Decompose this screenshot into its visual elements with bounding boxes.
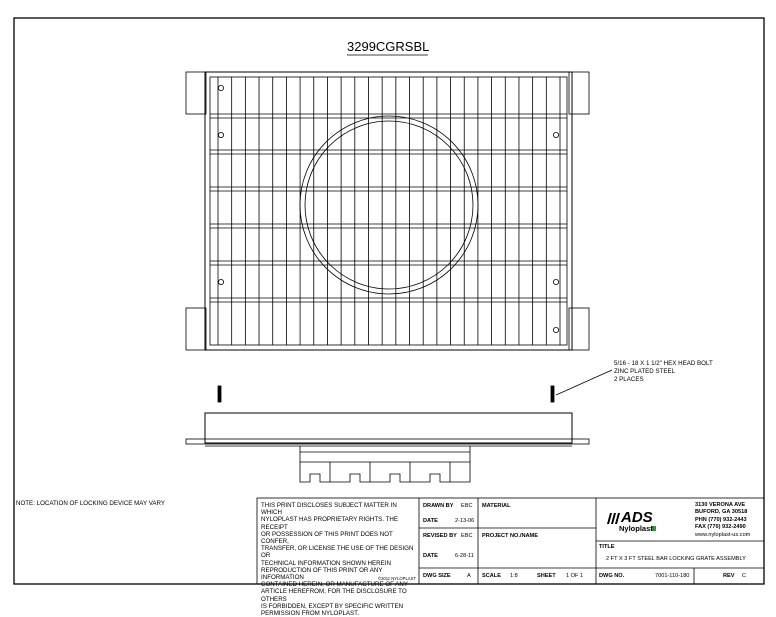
bolt-hole	[553, 327, 558, 332]
project-label: PROJECT NO./NAME	[482, 533, 538, 539]
outlet-circle-outer	[300, 116, 478, 294]
disclaimer-line: CONTAINED HEREIN, OR MANUFACTURE OF ANY	[261, 581, 409, 589]
grate-body	[205, 413, 572, 443]
bolt-hole	[553, 279, 558, 284]
sheet-value: 1 OF 1	[566, 573, 584, 579]
drawing-description: 2 FT X 3 FT STEEL BAR LOCKING GRATE ASSEMBLY	[606, 556, 746, 562]
bolt-hole	[218, 279, 223, 284]
website: www.nyloplast-us.com	[695, 531, 751, 538]
disclaimer-line: OR POSSESSION OF THIS PRINT DOES NOT CONFER,	[261, 530, 393, 546]
date-label: DATE	[423, 518, 438, 524]
disclaimer-line: IS FORBIDDEN, EXCEPT BY SPECIFIC WRITTEN	[261, 602, 404, 610]
dwg-size-value: A	[467, 573, 471, 579]
rev-value: C	[742, 573, 747, 579]
disclaimer-line: THIS PRINT DISCLOSES SUBJECT MATTER IN WHICH	[261, 502, 397, 517]
address-line: 3130 VERONA AVE	[695, 502, 746, 508]
sheet-label: SHEET	[537, 573, 556, 579]
revised-by-value: EBC	[461, 533, 473, 539]
locking-tabs	[300, 462, 470, 482]
dwg-no-value: 7001-110-180	[655, 573, 690, 579]
disclaimer-line: NYLOPLAST HAS PROPRIETARY RIGHTS. THE RECEIPT	[261, 516, 398, 531]
fax: FAX (770) 932-2490	[695, 524, 746, 531]
date-value: 2-13-06	[455, 518, 475, 524]
bolt-callout-line-1: 5/16 - 18 X 1 1/2" HEX HEAD BOLT	[614, 360, 713, 367]
disclaimer-line: REPRODUCTION OF THIS PRINT OR ANY INFORMATION	[261, 566, 383, 582]
bolt-callout-line-2: ZINC PLATED STEEL	[614, 368, 676, 375]
rev-label: REV	[723, 573, 735, 579]
nyloplast-logo: Nyloplast	[619, 524, 653, 533]
frame-inner	[210, 77, 567, 345]
bolt-hole	[218, 85, 223, 90]
revised-by-label: REVISED BY	[423, 533, 457, 539]
hex-bolt-right	[551, 386, 554, 402]
revised-date-value: 6-28-11	[455, 553, 474, 559]
bolt-hole	[218, 132, 223, 137]
grate-side-view	[186, 370, 612, 482]
bolt-hole	[553, 132, 558, 137]
address-line: BUFORD, GA 30518	[695, 509, 748, 516]
mounting-tab-bottom-left	[186, 308, 206, 350]
grate-plan-view	[186, 72, 589, 350]
scale-value: 1:8	[510, 573, 518, 579]
locking-device-note: NOTE: LOCATION OF LOCKING DEVICE MAY VARY	[16, 500, 165, 507]
company-address	[695, 502, 750, 539]
ads-logo-slashes	[607, 513, 620, 524]
bolt-callout-line-3: 2 PLACES	[614, 376, 644, 383]
scale-label: SCALE	[482, 573, 501, 579]
drawn-by-value: EBC	[461, 503, 473, 509]
disclaimer-line: TRANSFER, OR LICENSE THE USE OF THE DESIGN OR	[261, 545, 414, 560]
drawn-by-label: DRAWN BY	[423, 503, 454, 509]
copyright: ©2011 NYLOPLAST	[378, 576, 416, 581]
title-label: TITLE	[599, 544, 615, 550]
outlet-circle-inner	[305, 121, 473, 289]
dwg-no-label: DWG NO.	[599, 573, 625, 579]
hex-bolt-left	[218, 386, 221, 402]
dwg-size-label: DWG SIZE	[423, 573, 451, 579]
disclaimer-line: TECHNICAL INFORMATION SHOWN HEREIN	[261, 559, 391, 567]
drawing-title: 3299CGRSBL	[347, 39, 430, 54]
disclaimer-line: PERMISSION FROM NYLOPLAST.	[261, 610, 359, 617]
outlet-hub	[300, 446, 470, 462]
mounting-tab-top-left	[186, 72, 206, 114]
disclaimer-line: ARTICLE HEREFROM, FOR THE DISCLOSURE TO OTHERS	[261, 588, 407, 603]
phone: PHN (770) 932-2443	[695, 516, 747, 523]
material-label: MATERIAL	[482, 503, 511, 509]
callout-leader	[556, 370, 612, 395]
ads-logo: ADS	[621, 509, 653, 526]
revised-date-label: DATE	[423, 553, 438, 559]
